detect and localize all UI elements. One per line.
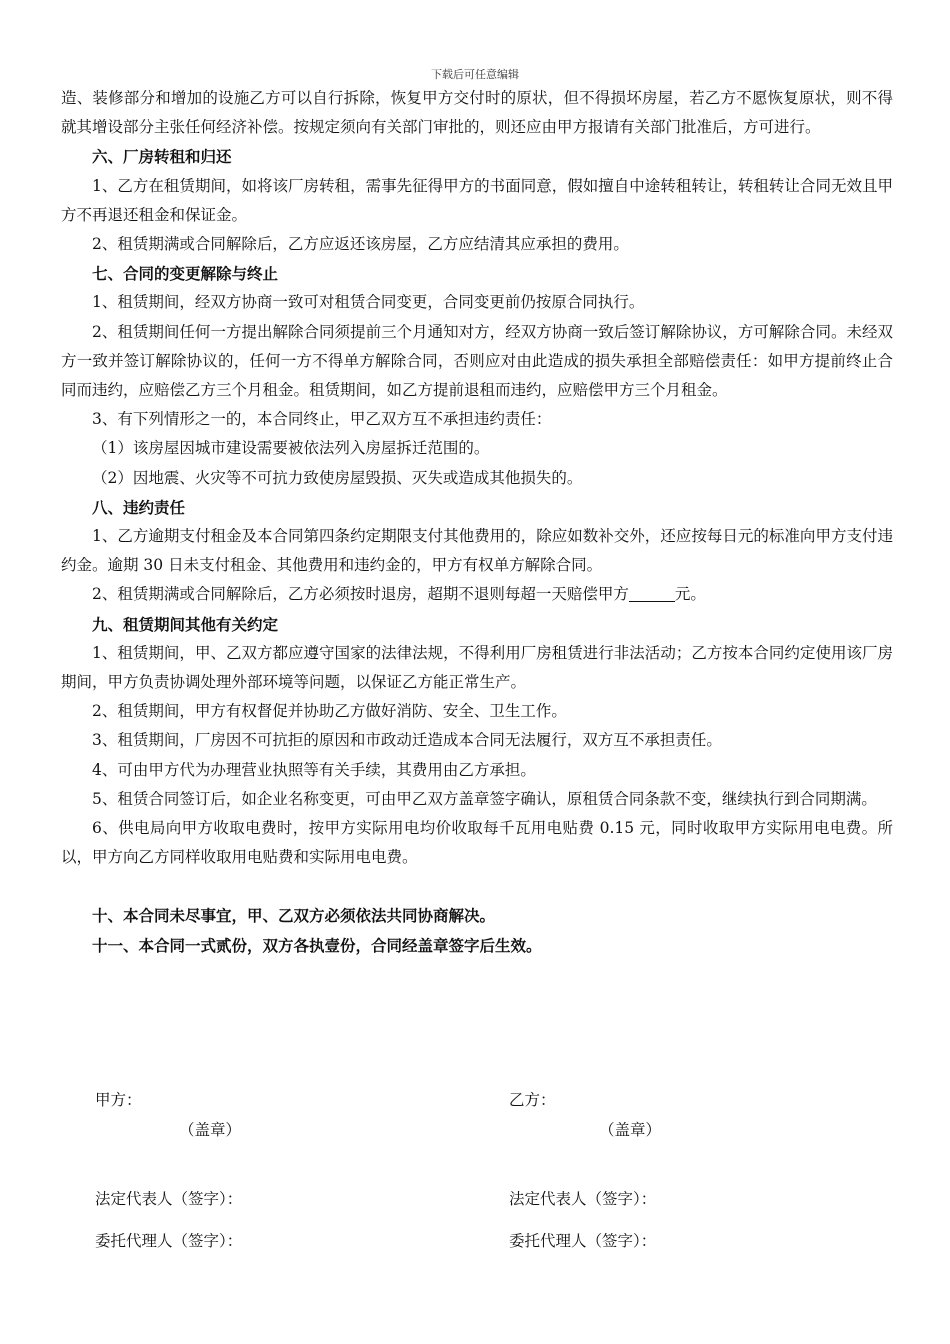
- section-9-item-4: 4、可由甲方代为办理营业执照等有关手续，其费用由乙方承担。: [92, 760, 536, 779]
- section-9-item-6: 6、供电局向甲方收取电费时，按甲方实际用电均价收取每千瓦用电贴费 0.15 元，同时收取甲方实际用电电费。所以，甲方向乙方同样收取用电贴费和实际用电电费。: [61, 819, 893, 867]
- section-11: 十一、本合同一式贰份，双方各执壹份，合同经盖章签字后生效。: [92, 935, 542, 955]
- party-b-legal-rep: 法定代表人（签字）：: [509, 1190, 657, 1208]
- party-b-seal: （盖章）: [599, 1121, 662, 1139]
- section-8-item-2-unit: 元。: [674, 585, 706, 604]
- section-8-item-1: 1、乙方逾期支付租金及本合同第四条约定期限支付其他费用的，除应如数补交外，还应按每日元的标准向甲方支付违约金。逾期 30 日未支付租金、其他费用和违约金的，甲方有权单方解除合同。: [61, 527, 893, 575]
- header-note: 下载后可任意编辑: [431, 68, 519, 81]
- section-7-subitem-1: （1）该房屋因城市建设需要被依法列入房屋拆迁范围的。: [92, 439, 490, 458]
- section-9-item-1: 1、租赁期间，甲、乙双方都应遵守国家的法律法规，不得利用厂房租赁进行非法活动；乙方按本合同约定使用该厂房期间，甲方负责协调处理外部环境等问题，以保证乙方能正常生产。: [61, 643, 893, 692]
- section-7-item-1: 1、租赁期间，经双方协商一致可对租赁合同变更，合同变更前仍按原合同执行。: [92, 293, 645, 312]
- party-a-label: 甲方：: [95, 1091, 142, 1109]
- section-7-title: 七、合同的变更解除与终止: [92, 264, 279, 284]
- section-9-item-3: 3、租赁期间，厂房因不可抗拒的原因和市政动迁造成本合同无法履行，双方互不承担责任。: [92, 731, 722, 750]
- section-7-subitem-2: （2）因地震、火灾等不可抗力致使房屋毁损、灭失或造成其他损失的。: [92, 468, 583, 487]
- section-8-item-2-text: 2、租赁期满或合同解除后，乙方必须按时退房，超期不退则每超一天赔偿甲方: [92, 585, 629, 604]
- intro-paragraph: 造、装修部分和增加的设施乙方可以自行拆除，恢复甲方交付时的原状，但不得损坏房屋，若乙方不愿恢复原状，则不得就其增设部分主张任何经济补偿。按规定须向有关部门审批的，则还应由甲方报请有关部门批准后，方可进行。: [61, 89, 893, 137]
- section-9-title: 九、租赁期间其他有关约定: [92, 614, 279, 634]
- section-9-item-5: 5、租赁合同签订后，如企业名称变更，可由甲乙双方盖章签字确认，原租赁合同条款不变，继续执行到合同期满。: [92, 789, 877, 808]
- party-a-agent: 委托代理人（签字）：: [95, 1232, 243, 1250]
- section-6-item-1: 1、乙方在租赁期间，如将该厂房转租，需事先征得甲方的书面同意，假如擅自中途转租转让，转租转让合同无效且甲方不再退还租金和保证金。: [61, 176, 893, 224]
- section-6-item-2: 2、租赁期满或合同解除后，乙方应返还该房屋，乙方应结清其应承担的费用。: [92, 235, 629, 254]
- section-6-title: 六、厂房转租和归还: [92, 147, 232, 167]
- party-a-seal: （盖章）: [179, 1121, 242, 1139]
- party-b-agent: 委托代理人（签字）：: [509, 1232, 657, 1250]
- party-b-label: 乙方：: [509, 1091, 556, 1109]
- section-9-item-2: 2、租赁期间，甲方有权督促并协助乙方做好消防、安全、卫生工作。: [92, 702, 567, 721]
- section-8-title: 八、违约责任: [92, 497, 186, 517]
- section-7-item-2: 2、租赁期间任何一方提出解除合同须提前三个月通知对方，经双方协商一致后签订解除协议，方可解除合同。未经双方一致并签订解除协议的，任何一方不得单方解除合同，否则应对由此造成的损失承担全部赔偿责任：如甲方提前终止合同而违约，应赔偿乙方三个月租金。租赁期间，如乙方提前退租而违约，应赔偿甲方三个月租金。: [61, 322, 893, 400]
- section-7-item-3: 3、有下列情形之一的，本合同终止，甲乙双方互不承担违约责任：: [92, 410, 552, 429]
- party-a-legal-rep: 法定代表人（签字）：: [95, 1190, 243, 1208]
- section-10: 十、本合同未尽事宜，甲、乙双方必须依法共同协商解决。: [92, 906, 496, 926]
